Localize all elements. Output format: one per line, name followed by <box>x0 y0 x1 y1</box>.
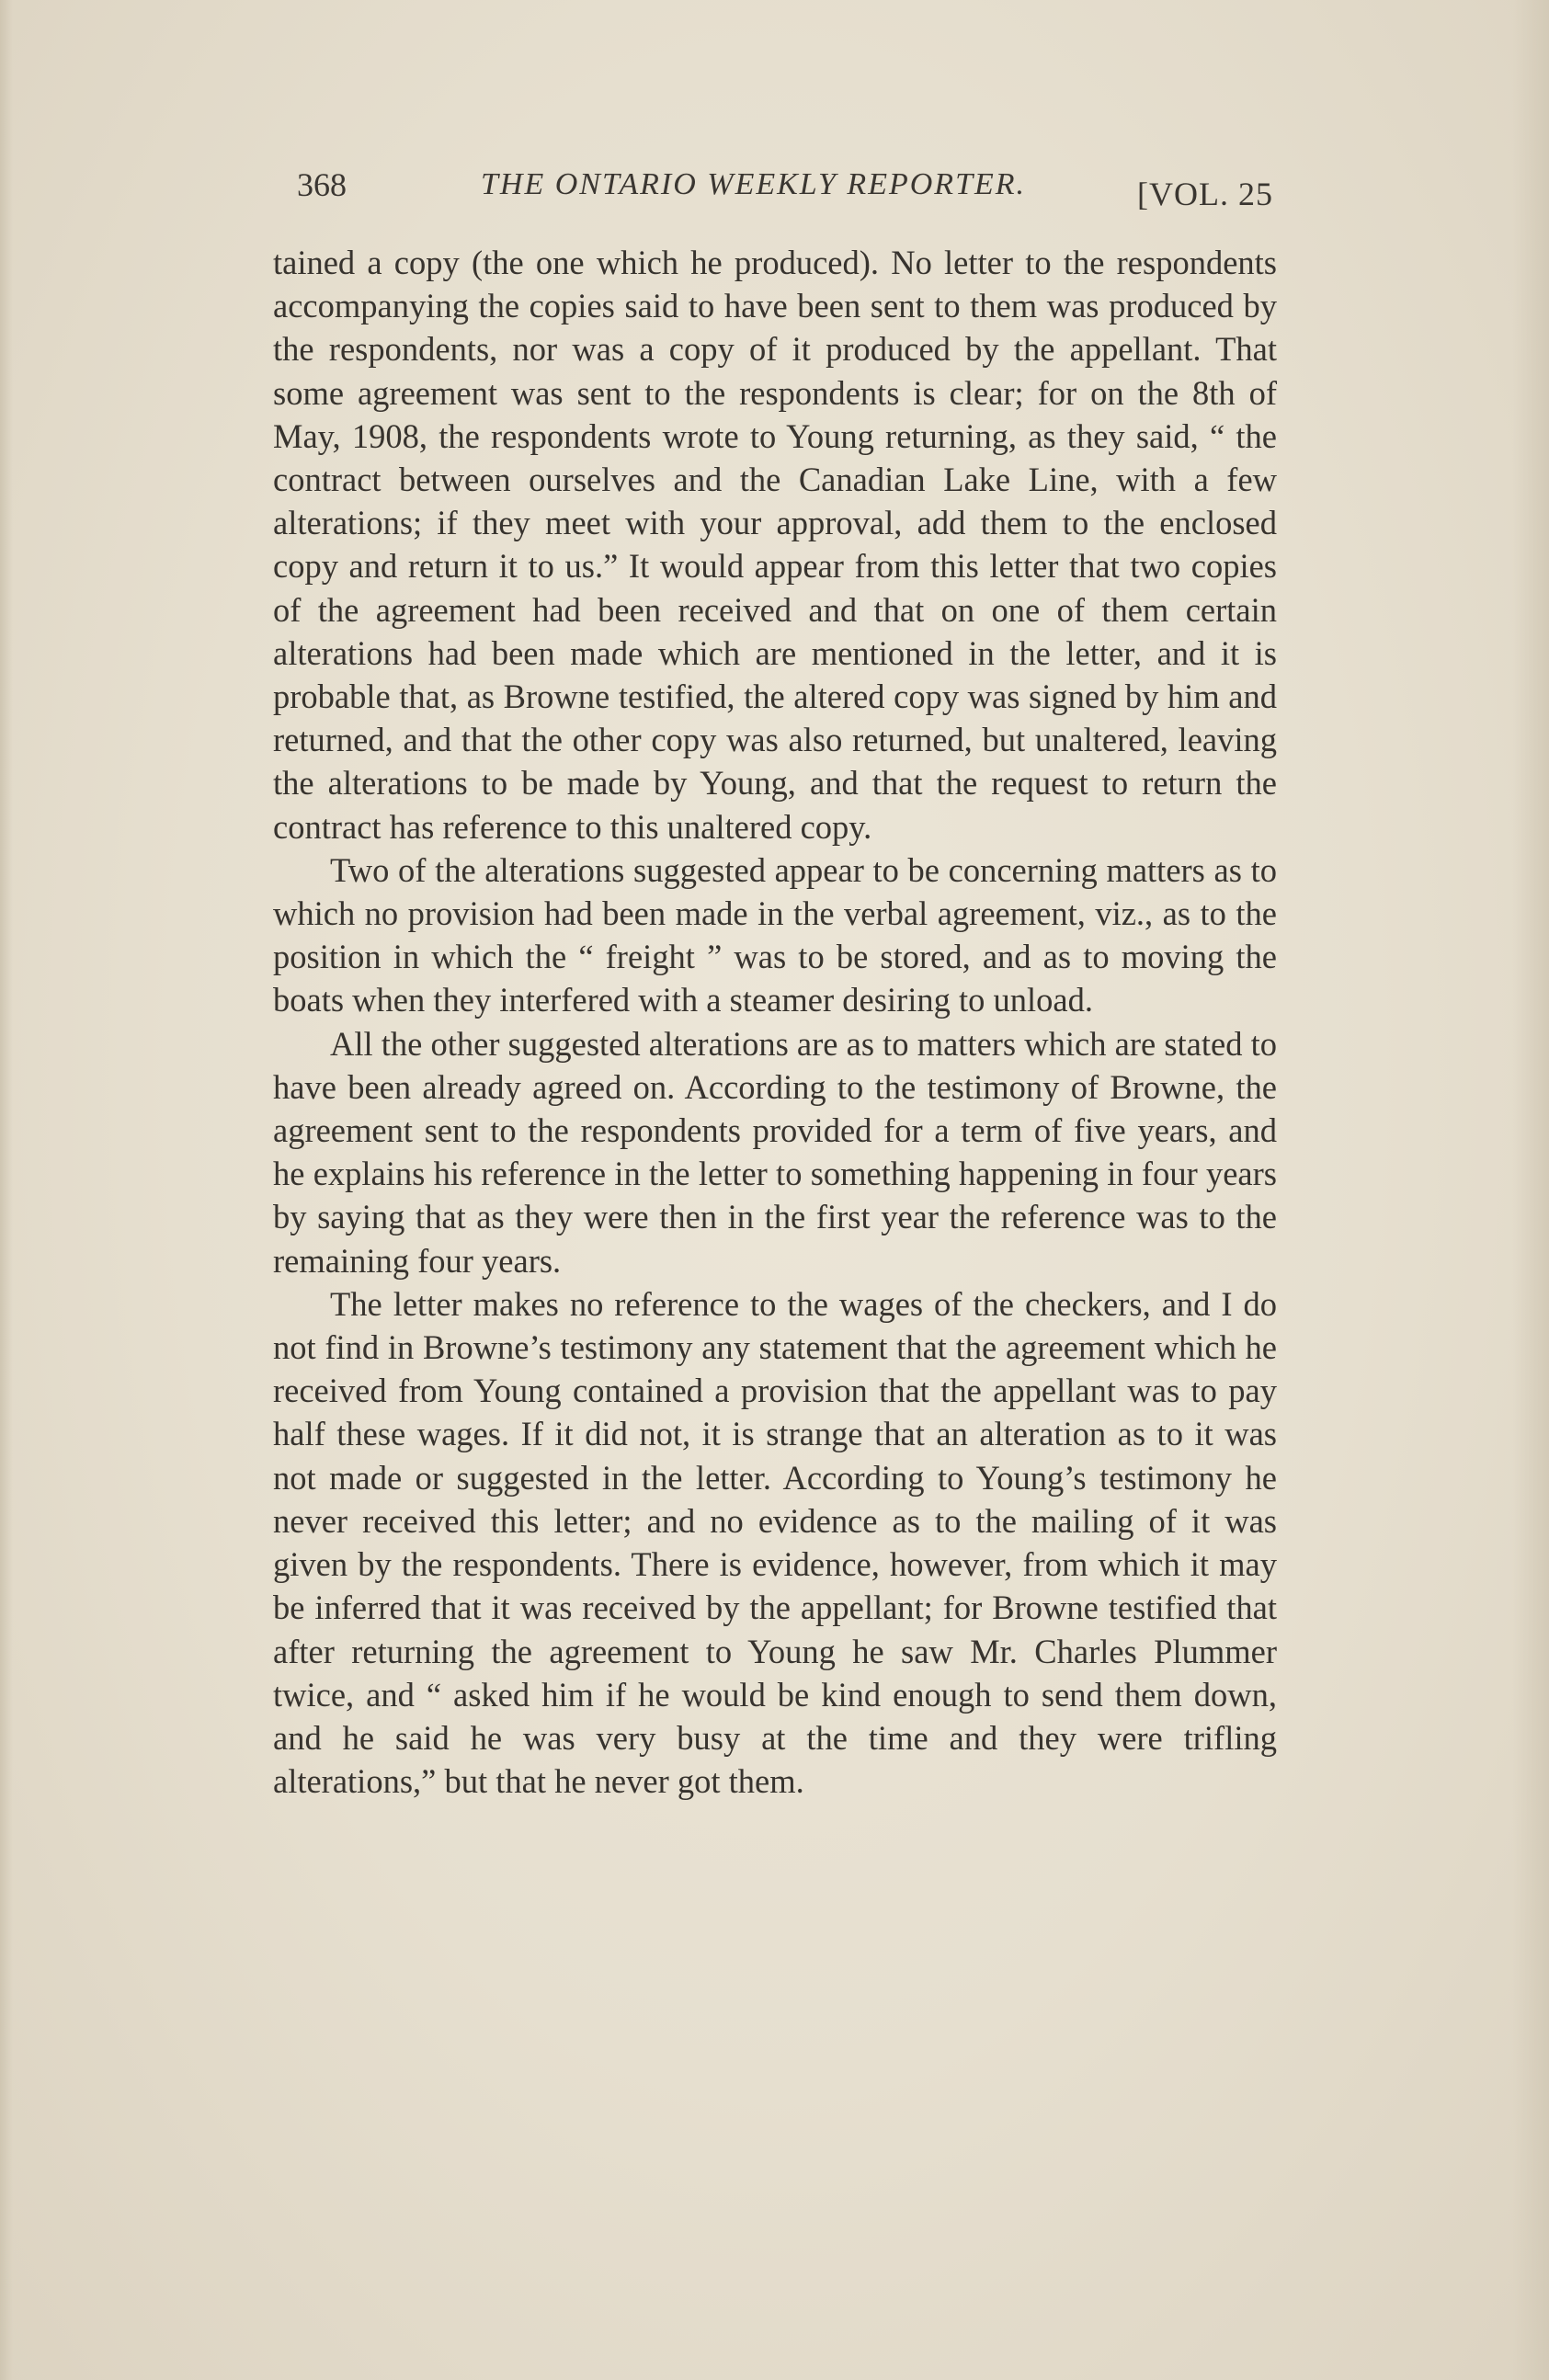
body-text <box>273 241 1277 1803</box>
page-number: 368 <box>297 166 347 203</box>
running-title: THE ONTARIO WEEKLY REPORTER. <box>481 167 1027 201</box>
paragraph-continued: tained a copy (the one which he produced). No letter to the respondents accompanying the copies said to have been sent to them was produced by the respondents, nor was a copy of it produced by the appellant. That some agreement was sent to the respondents is clear; for on the 8th of May, 1908, the respondents wrote to Young returning, as they said, “ the contract between ourselves and the Canadian Lake Line, with a few alterations; if they meet with your approval, add them to the enclosed copy and return it to us.” It would appear from this letter that two copies of the agreement had been received and that on one of them certain alterations had been made which are mentioned in the letter, and it is probable that, as Browne testified, the altered copy was signed by him and returned, and that the other copy was also returned, but unaltered, leaving the alterations to be made by Young, and that the request to return the contract has reference to this unaltered copy. <box>273 244 1277 846</box>
volume-label: [VOL. 25 <box>1137 176 1273 212</box>
running-header <box>273 165 1277 221</box>
paragraph: All the other suggested alterations are as to matters which are stated to have been already agreed on. According to the testimony of Browne, the agreement sent to the respondents provided for a term of five years, and he explains his reference in the letter to something happening in four years by saying that as they were then in the first year the reference was to the remaining four years. <box>273 1024 1277 1280</box>
paragraph: Two of the alterations suggested appear to be concerning matters as to which no provision had been made in the verbal agreement, viz., as to the position in which the “ freight ” was to be stored, and as to moving the boats when they interfered with a steamer desiring to unload. <box>273 850 1277 1019</box>
page-edge-shadow-right <box>1512 0 1549 2380</box>
paragraph: The letter makes no reference to the wages of the checkers, and I do not find in Browne’s testimony any statement that the agreement which he received from Young contained a provision that the appellant was to pay half these wages. If it did not, it is strange that an alteration as to it was not made or suggested in the letter. According to Young’s testimony he never received this letter; and no evidence as to the mailing of it was given by the respondents. There is evidence, however, from which it may be inferred that it was received by the appellant; for Browne testified that after returning the agreement to Young he saw Mr. Charles Plummer twice, and “ asked him if he would be kind enough to send them down, and he said he was very busy at the time and they were trifling alterations,” but that he never got them. <box>273 1284 1277 1801</box>
page-edge-shadow-left <box>0 0 13 2380</box>
